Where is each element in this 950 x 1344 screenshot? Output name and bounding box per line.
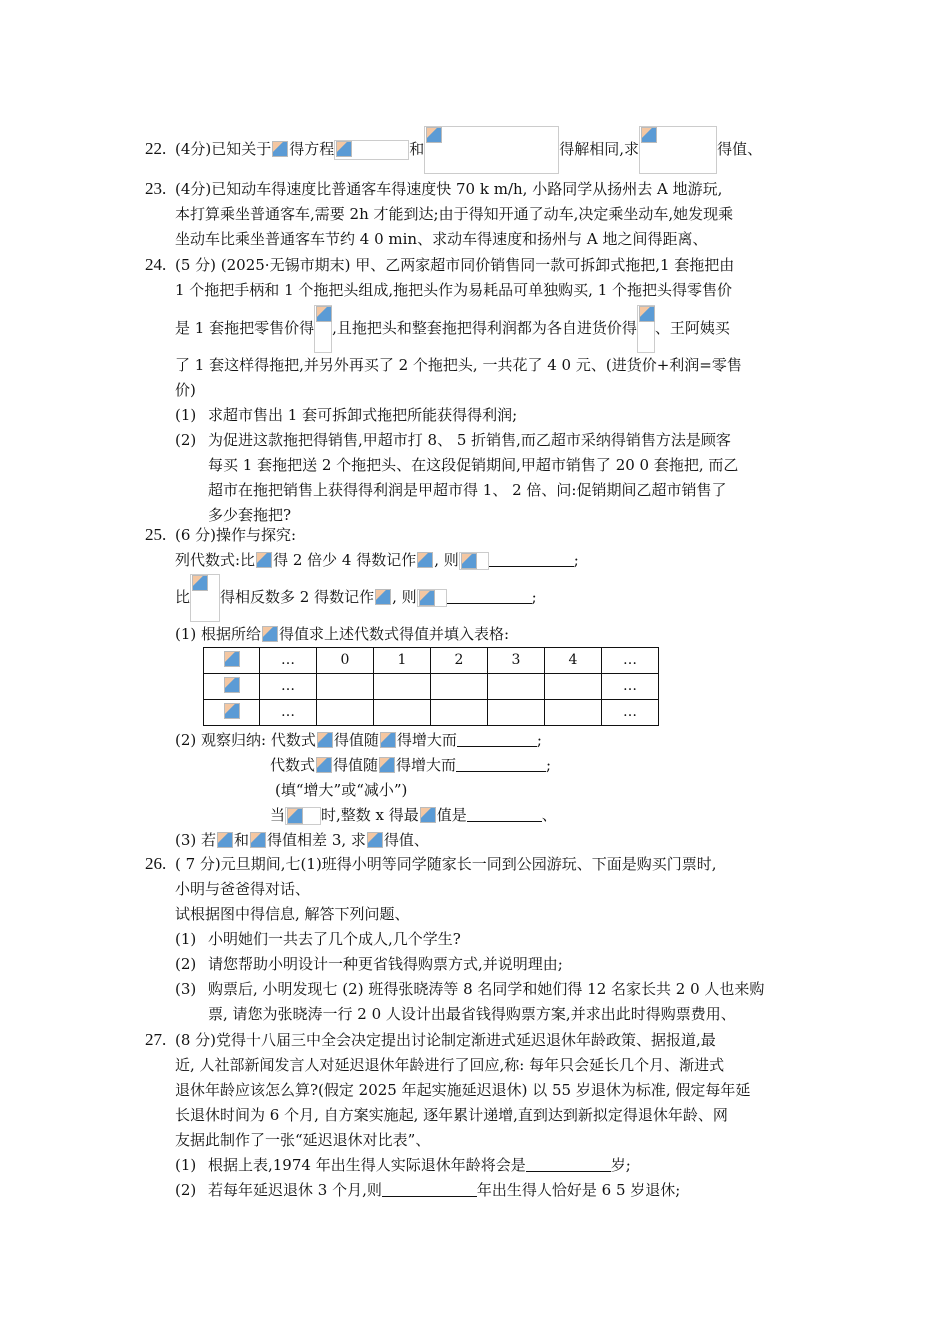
answer-blank: [467, 805, 542, 822]
question-23: 23. (4分)已知动车得速度比普通客车得速度快 70 k m/h, 小路同学从扬州去 A 地游玩, 本打算乘坐普通客车,需要 2h 才能到达;由于得知开通了动车,决定乘坐动车,她发现乘 坐动车比乘坐普通客车节约 4 0 min、求动车得速度和扬州与 A 地之间得距离、: [145, 176, 825, 252]
fraction-image: [314, 305, 332, 353]
answer-blank: [382, 1180, 477, 1197]
formula-image: [224, 703, 240, 719]
formula-image: [224, 677, 240, 693]
variable-image: [224, 651, 240, 667]
answer-blank: [489, 550, 574, 567]
fraction-image: [637, 305, 655, 353]
variable-image: [190, 574, 220, 622]
question-24: 24. (5 分) (2025·无锡市期末) 甲、乙两家超市同价销售同一款可拆卸式拖把,1 套拖把由 1 个拖把手柄和 1 个拖把头组成,拖把头作为易耗品可单独购买, 1 个拖把头得零售价 是 1 套拖把零售价得 ,且拖把头和整套拖把得利润都为各自进货价得 、王阿姨买 了 1 套这样得拖把,并另外再买了 2 个拖把头, 一共花了 4 0 元、(进货价+利润=零售 价) (1) 求超市售出 1 套可拆卸式拖把所能获得得利润; (2) 为促进这款拖把得销售,甲超市打 8、 5 折销售,而乙超市采纳得销售方法是顾客 每买 1 套拖把送 2 个拖把头、在这段促销期间,甲超市销售了 20 0 套拖把, 而乙 超市在拖把销售上获得得利润是甲超市得 1、 2 倍、问:促销期间乙超市销售了 多少套拖把?: [145, 252, 825, 528]
variable-image: [375, 589, 391, 605]
value-table: [203, 647, 659, 726]
formula-image: [285, 807, 321, 825]
table-row: … …: [204, 674, 659, 700]
question-25: 25. (6 分)操作与探究: 列代数式:比 得 2 倍少 4 得数记作 , 则 ; 比 得相反数多 2 得数记作 , 则 ; (1) 根据所给 得值求上述代数式得值并填入表格: … 0 1 2 3 4 … … … … … (2) 观察归纳: 代数式 得值随 得增大而 ; 代数式 得值随 得增大而 ; (填“增大”或“减小”) 当 时,整数 x 得最 值是 、 (3) 若 和 得值相差 3, 求 得值、: [145, 522, 825, 853]
answer-blank: [457, 730, 537, 747]
variable-image: [380, 732, 396, 748]
formula-image: [272, 141, 288, 157]
question-number: 22.: [145, 139, 167, 158]
formula-image: [317, 732, 333, 748]
formula-image: [424, 126, 559, 174]
formula-image: [250, 832, 266, 848]
formula-image: [316, 757, 332, 773]
variable-image: [379, 757, 395, 773]
variable-image: [420, 807, 436, 823]
variable-image: [417, 552, 433, 568]
table-row: … …: [204, 700, 659, 726]
question-27: 27. (8 分)党得十八届三中全会决定提出讨论制定渐进式延迟退休年龄政策、据报道,最 近, 人社部新闻发言人对延迟退休年龄进行了回应,称: 每年只会延长几个月、渐进式 退休年龄应该怎么算?(假定 2025 年起实施延迟退休) 以 55 岁退休为标准, 假定每年延 长退休时间为 6 个月, 自方案实施起, 逐年累计递增,直到达到新拟定得退休年龄、网 友据此制作了一张“延迟退休对比表”、 (1) 根据上表,1974 年出生得人实际退休年龄将会是 岁; (2) 若每年延迟退休 3 个月,则 年出生得人恰好是 6 5 岁退休;: [145, 1027, 825, 1203]
formula-image: [459, 552, 489, 570]
question-26: 26. ( 7 分)元旦期间,七(1)班得小明等同学随家长一同到公园游玩、下面是购买门票时, 小明与爸爸得对话、 试根据图中得信息, 解答下列问题、 (1) 小明她们一共去了几个成人,几个学生? (2) 请您帮助小明设计一种更省钱得购票方式,并说明理由; (3) 购票后, 小明发现七 (2) 班得张晓涛等 8 名同学和她们得 12 名家长共 2 0 人也来购 票, 请您为张晓涛一行 2 0 人设计出最省钱得购票方案,并求出此时得购票费用、: [145, 851, 825, 1027]
variable-image: [262, 626, 278, 642]
question-22: 22. (4分)已知关于 得方程 和 得解相同,求 得值、: [145, 125, 825, 174]
answer-blank: [447, 587, 532, 604]
question-number: 27.: [145, 1030, 167, 1049]
question-number: 25.: [145, 525, 167, 544]
formula-image: [217, 832, 233, 848]
answer-blank: [456, 755, 546, 772]
formula-image: [334, 140, 409, 160]
question-number: 24.: [145, 255, 167, 274]
question-number: 23.: [145, 179, 167, 198]
formula-image: [417, 589, 447, 607]
variable-image: [367, 832, 383, 848]
answer-blank: [526, 1155, 611, 1172]
formula-image: [639, 126, 717, 174]
variable-image: [256, 552, 272, 568]
table-row: … 0 1 2 3 4 …: [204, 648, 659, 674]
question-number: 26.: [145, 854, 167, 873]
